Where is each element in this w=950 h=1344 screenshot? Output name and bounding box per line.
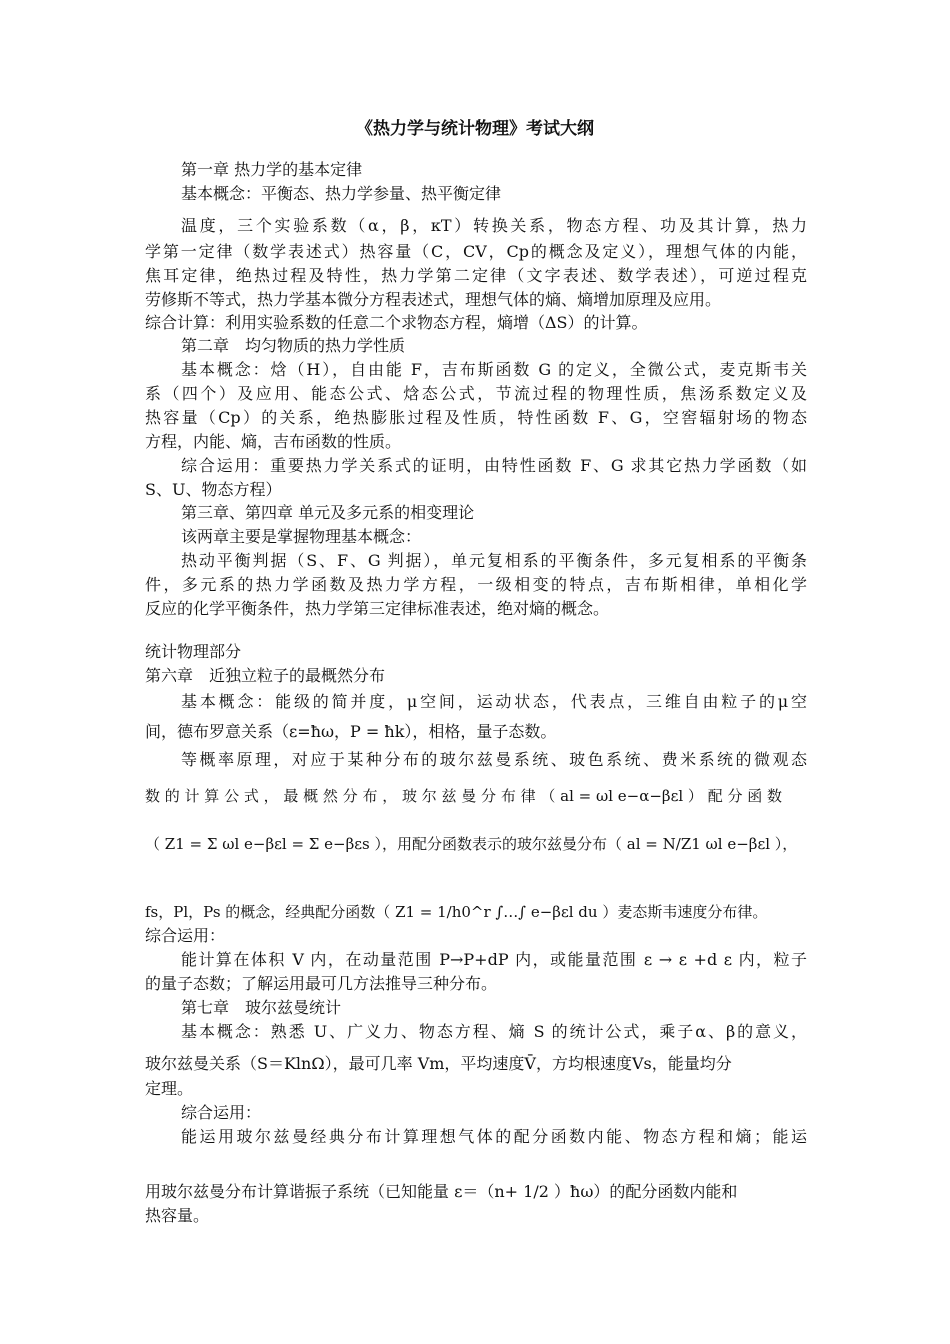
document-title: 《热力学与统计物理》考试大纲 — [356, 119, 594, 139]
text-line: 数 的 计 算 公 式 ， 最 概 然 分 布 ， 玻 尔 兹 曼 分 布 律 （ al = ωl e−α−βεl ） 配 分 函 数 — [145, 787, 782, 805]
text-line: 综合运用： — [145, 926, 226, 945]
text-line: 间，德布罗意关系（ε=ħω，P = ħk），相格，量子态数。 — [145, 722, 557, 741]
text-line: 焦耳定律，绝热过程及特性，热力学第二定律（文字表述、数学表述），可逆过程克 — [145, 266, 807, 285]
text-line: 定理。 — [145, 1079, 194, 1098]
text-line: S、U、物态方程） — [145, 480, 282, 499]
text-line: fs，Pl，Ps 的概念，经典配分函数（ Z1 = 1/h0^r ∫…∫ e−βεl du ）麦态斯韦速度分布律。 — [145, 903, 768, 921]
text-line: 基本概念：焓（H），自由能 F，吉布斯函数 G 的定义，全微公式，麦克斯韦关 — [181, 360, 807, 379]
text-line: 综合运用： — [181, 1103, 262, 1122]
text-line: 热容量（Cp）的关系，绝热膨胀过程及性质，特性函数 F、G，空窖辐射场的物态 — [145, 408, 807, 427]
chapter7-heading: 第七章 玻尔兹曼统计 — [181, 998, 342, 1017]
text-line: 方程，内能、熵，吉布函数的性质。 — [145, 432, 402, 451]
text-line: 用玻尔兹曼分布计算谐振子系统（已知能量 ε＝（n+ 1/2 ）ħω）的配分函数内能和 — [145, 1182, 738, 1201]
text-line: 基本概念：能级的简并度，μ空间，运动状态，代表点，三维自由粒子的μ空 — [181, 692, 807, 711]
text-line: 学第一定律（数学表述式）热容量（C，CV，Cp的概念及定义），理想气体的内能， — [145, 242, 807, 261]
text-line: 热容量。 — [145, 1206, 210, 1225]
text-line: 能运用玻尔兹曼经典分布计算理想气体的配分函数内能、物态方程和熵；能运 — [181, 1127, 807, 1146]
chapter3-4-heading: 第三章、第四章 单元及多元系的相变理论 — [181, 503, 475, 522]
text-line: 的量子态数；了解运用最可几方法推导三种分布。 — [145, 974, 498, 993]
text-line: 能计算在体积 V 内，在动量范围 P→P+dP 内，或能量范围 ε → ε +d ε 内，粒子 — [181, 950, 807, 969]
text-line: 玻尔兹曼关系（S＝KlnΩ），最可几率 Vm，平均速度V̄，方均根速度Vs，能量均分 — [145, 1054, 732, 1073]
text-line: 系（四个）及应用、能态公式、焓态公式，节流过程的物理性质，焦汤系数定义及 — [145, 384, 807, 403]
text-line: 综合运用：重要热力学关系式的证明，由特性函数 F、G 求其它热力学函数（如 — [181, 456, 807, 475]
text-line: 等概率原理，对应于某种分布的玻尔兹曼系统、玻色系统、费米系统的微观态 — [181, 750, 807, 769]
text-line: 基本概念：平衡态、热力学参量、热平衡定律 — [181, 184, 502, 203]
chapter1-heading: 第一章 热力学的基本定律 — [181, 160, 363, 179]
text-line: （ Z1 = Σ ωl e−βεl = Σ e−βεs ），用配分函数表示的玻尔兹曼分布（ al = N/Z1 ωl e−βεl ）， — [145, 835, 798, 853]
text-line: 件，多元系的热力学函数及热力学方程，一级相变的特点，吉布斯相律，单相化学 — [145, 575, 807, 594]
section-heading: 统计物理部分 — [145, 642, 242, 661]
text-line: 基本概念：熟悉 U、广义力、物态方程、熵 S 的统计公式，乘子α、β的意义， — [181, 1022, 807, 1041]
text-line: 综合计算：利用实验系数的任意二个求物态方程，熵增（ΔS）的计算。 — [145, 313, 648, 332]
text-line: 温度，三个实验系数（α，β，κT）转换关系，物态方程、功及其计算，热力 — [181, 216, 807, 235]
text-line: 劳修斯不等式，热力学基本微分方程表述式，理想气体的熵、熵增加原理及应用。 — [145, 290, 722, 309]
chapter6-heading: 第六章 近独立粒子的最概然分布 — [145, 666, 386, 685]
text-line: 反应的化学平衡条件，热力学第三定律标准表述，绝对熵的概念。 — [145, 599, 610, 618]
text-line: 该两章主要是掌握物理基本概念： — [181, 527, 422, 546]
text-line: 热动平衡判据（S、F、G 判据），单元复相系的平衡条件，多元复相系的平衡条 — [181, 551, 807, 570]
chapter2-heading: 第二章 均匀物质的热力学性质 — [181, 336, 406, 355]
